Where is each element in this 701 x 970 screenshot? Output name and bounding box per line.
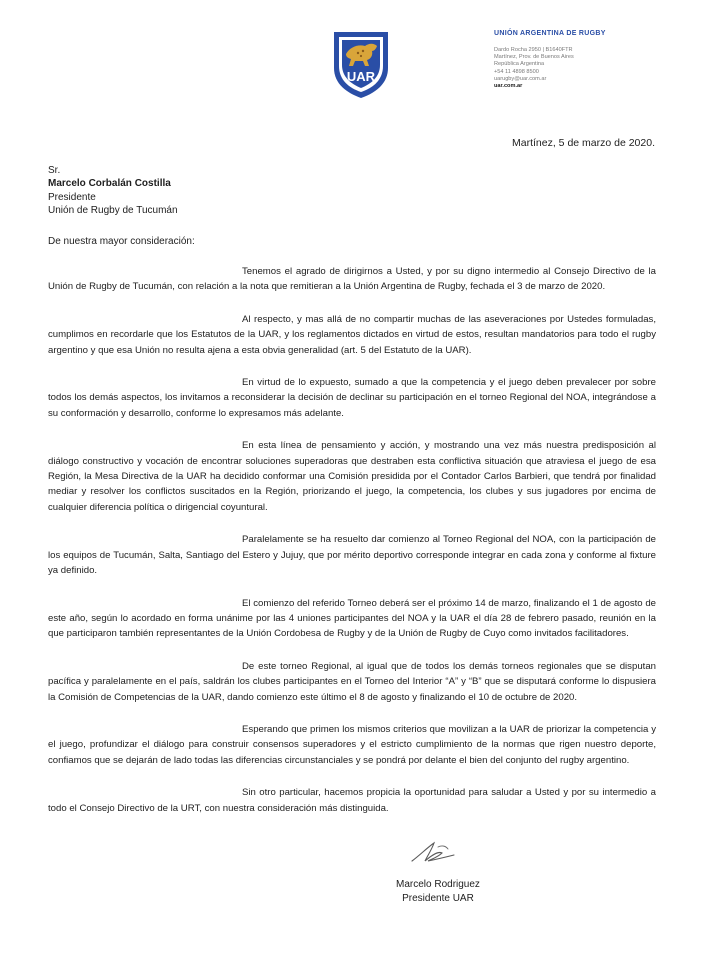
email-line: uarugby@uar.com.ar bbox=[494, 75, 547, 82]
recipient-organization: Unión de Rugby de Tucumán bbox=[48, 205, 178, 217]
signatory-name: Marcelo Rodriguez bbox=[396, 879, 480, 890]
body-paragraph: En esta línea de pensamiento y acción, y mostrando una vez más nuestra predisposición al diálogo constructivo y vocación de encontrar soluciones superadoras que destraben esta conflictiva situación que atraviesa el juego de esa Región, la Mesa Directiva de la UAR ha decidido conformar una Comisión presidida por el Contador Carlos Barbieri, que tendrá por finalidad mediar y resolver los conflictos suscitados en la Región, priorizando el juego, la competencia, los clubes y sus jugadores por encima de cualquier diferencia política o dirigencial coyuntural. bbox=[48, 440, 656, 513]
greeting: De nuestra mayor consideración: bbox=[48, 236, 195, 247]
website-line: uar.com.ar bbox=[494, 83, 523, 90]
body-paragraph: El comienzo del referido Torneo deberá ser el próximo 14 de marzo, finalizando el 1 de agosto de este año, según lo acordado en forma unánime por las 4 uniones participantes del NOA y la UAR el día 28 de febrero pasado, reunión en la que participaron también representantes de la Unión Cordobesa de Rugby y de la Unión de Rugby de Cuyo como invitados facilitadores. bbox=[48, 597, 656, 640]
address-line: Martínez, Prov. de Buenos Aires bbox=[494, 54, 574, 61]
uar-logo bbox=[331, 30, 391, 100]
body-paragraph: En virtud de lo expuesto, sumado a que la competencia y el juego deben prevalecer por sobre todos los demás aspectos, los invitamos a reconsiderar la decisión de declinar su participación en el torneo Regional del NOA, integrándose a su conformación y desarrollo, conforme lo expresamos más adelante. bbox=[48, 377, 656, 419]
recipient-block bbox=[48, 164, 178, 218]
body-paragraph: Tenemos el agrado de dirigirnos a Usted, y por su digno intermedio al Consejo Directivo de la Unión de Rugby de Tucumán, con relación a la nota que remitieran a la Unión Argentina de Rugby, fechada el 3 de marzo de 2020. bbox=[48, 266, 656, 293]
body-paragraph: Al respecto, y mas allá de no compartir muchas de las aseveraciones por Ustedes formuladas, cumplimos en recordarle que los Estatutos de la UAR, y los reglamentos dictados en virtud de estos, resultan mandatorios para todo el rugby argentino y que esa Unión no resulta ajena a esta obvia generalidad (art. 5 del Estatuto de la UAR). bbox=[48, 313, 656, 356]
phone-line: +54 11 4898 8500 bbox=[494, 68, 539, 75]
recipient-name: Marcelo Corbalán Costilla bbox=[48, 178, 171, 190]
signatory-block bbox=[396, 878, 480, 905]
org-name: UNIÓN ARGENTINA DE RUGBY bbox=[494, 30, 606, 37]
body-paragraph: De este torneo Regional, al igual que de todos los demás torneos regionales que se disputan pacífica y paralelamente en el país, saldrán los clubes participantes en el Torneo del Interior “A” y “B” que se disputará conforme lo dispusiera la Comisión de Competencias de la UAR, dando comienzo este último el 8 de agosto y finalizando el 10 de octubre de 2020. bbox=[48, 660, 656, 703]
address-line: República Argentina bbox=[494, 61, 545, 68]
letter-body bbox=[48, 264, 656, 830]
logo-text: UAR bbox=[346, 69, 376, 84]
body-paragraph: Paralelamente se ha resuelto dar comienzo al Torneo Regional del NOA, con la participación de los equipos de Tucumán, Salta, Santiago del Estero y Jujuy, que por mérito deportivo corresponde integrar en cada zona y conforme al fixture ya definido. bbox=[48, 534, 656, 577]
recipient-position: Presidente bbox=[48, 191, 96, 203]
body-paragraph: Esperando que primen los mismos criterios que movilizan a la UAR de priorizar la competencia y el juego, profundizar el diálogo para construir consensos superadores y el estricto cumplimiento de la normas que rigen nuestro deporte, confiamos que se dejarán de lado todas las diferencias circunstanciales y se pondrá por delante el bien del conjunto del rugby argentino. bbox=[48, 723, 656, 766]
address-line: Dardo Rocha 2950 | B1640FTR bbox=[494, 47, 573, 53]
closing-paragraph: Sin otro particular, hacemos propicia la oportunidad para saludar a Usted y por su intermedio a todo el Consejo Directivo de la URT, con nuestra consideración más distinguida. bbox=[48, 787, 656, 814]
recipient-salutation: Sr. bbox=[48, 165, 61, 176]
signatory-title: Presidente UAR bbox=[402, 892, 474, 904]
letter-date: Martínez, 5 de marzo de 2020. bbox=[512, 137, 655, 149]
handwritten-signature bbox=[398, 837, 498, 867]
letterhead-info bbox=[494, 30, 694, 90]
